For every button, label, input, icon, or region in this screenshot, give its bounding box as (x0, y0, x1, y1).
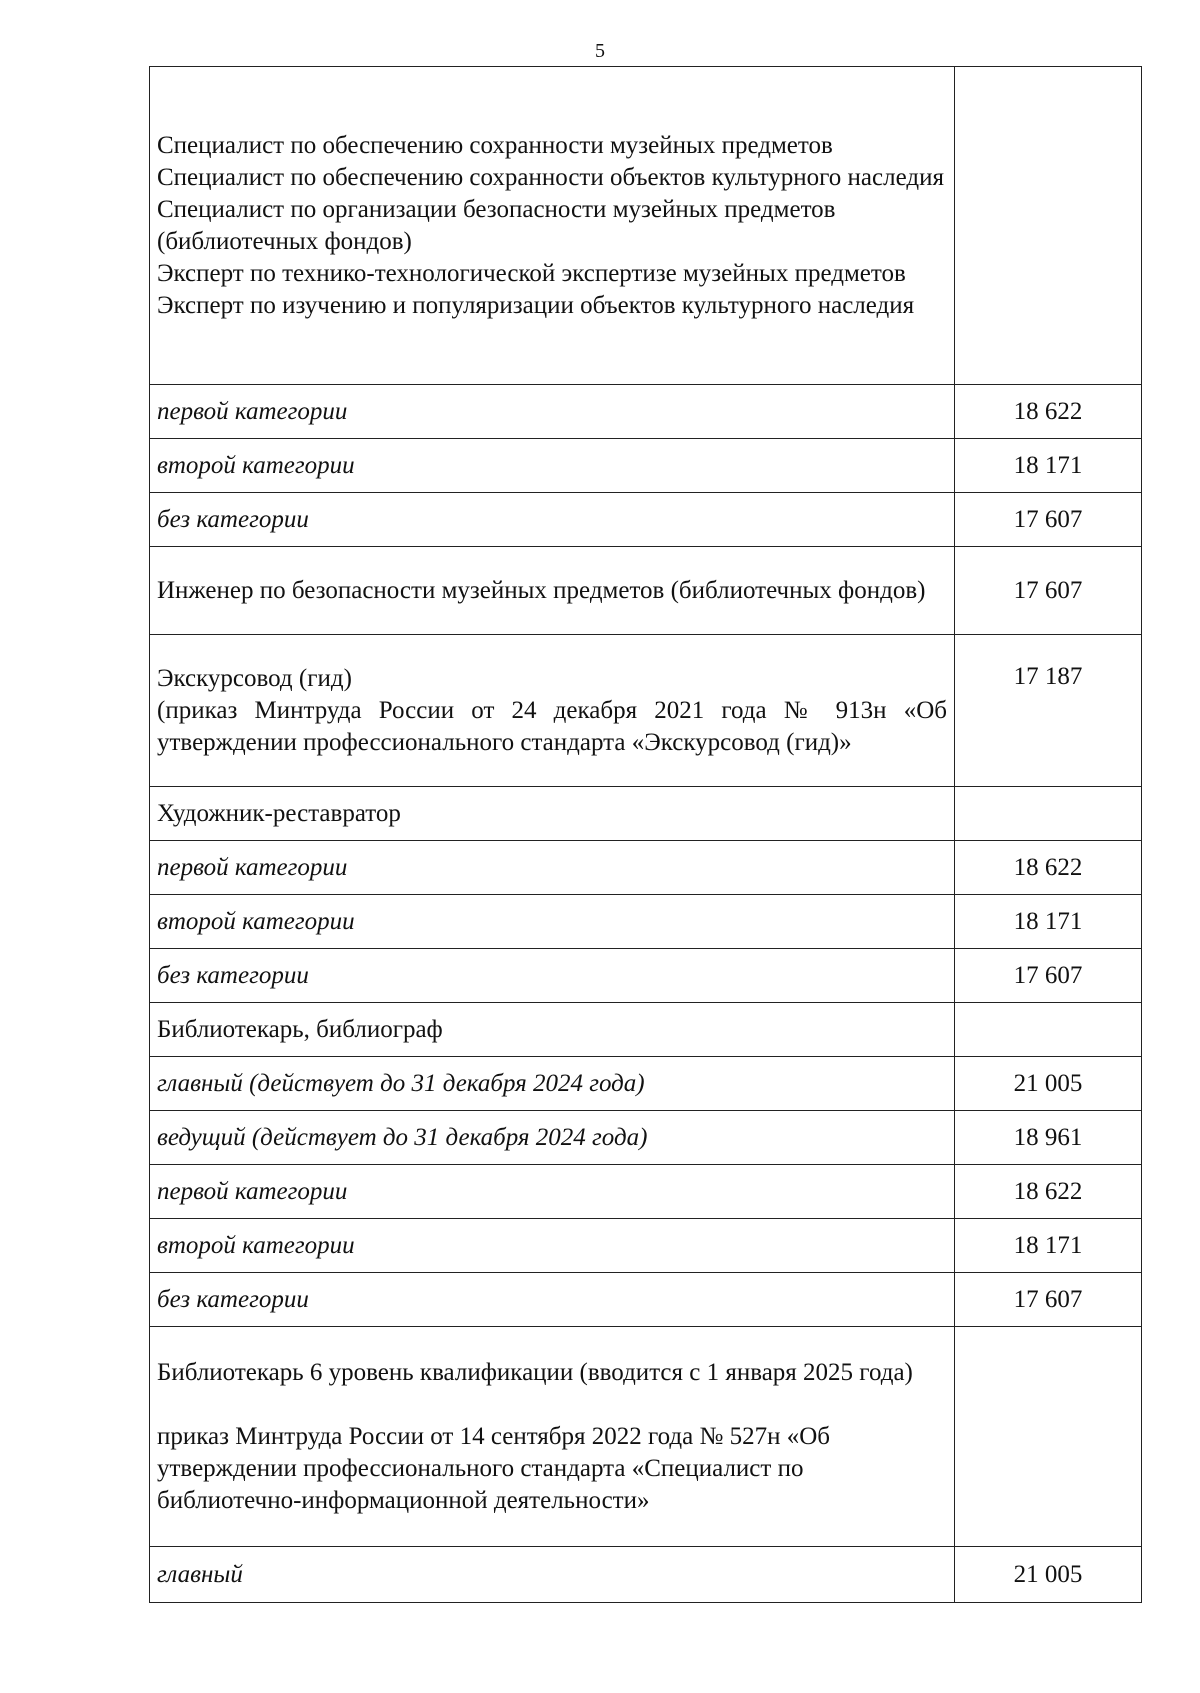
category-name: без категории (150, 1273, 955, 1327)
category-name: первой категории (150, 385, 955, 439)
salary-value: 17 607 (955, 949, 1142, 1003)
table-row (150, 439, 1142, 493)
salary-value: 17 607 (955, 493, 1142, 547)
table-row (150, 1273, 1142, 1327)
position-name: Библиотекарь 6 уровень квалификации (вводится с 1 января 2025 года) (157, 1358, 913, 1386)
table-row (150, 547, 1142, 635)
position-name: Инженер по безопасности музейных предметов (библиотечных фондов) (150, 547, 955, 635)
position-name: Эксперт по технико-технологической экспертизе музейных предметов (157, 259, 906, 287)
position-group-cell (150, 1327, 955, 1547)
table-row (150, 493, 1142, 547)
salary-value: 17 607 (955, 1273, 1142, 1327)
table-row (150, 949, 1142, 1003)
table-row (150, 635, 1142, 787)
page-number: 5 (595, 40, 605, 62)
category-name: второй категории (150, 1219, 955, 1273)
position-name: Специалист по обеспечению сохранности объектов культурного наследия (157, 163, 944, 191)
salary-value: 18 171 (955, 895, 1142, 949)
salary-value: 18 622 (955, 841, 1142, 895)
table-row (150, 1547, 1142, 1603)
category-name: главный (150, 1547, 955, 1603)
category-name: первой категории (150, 1165, 955, 1219)
category-name: второй категории (150, 895, 955, 949)
table-row (150, 1057, 1142, 1111)
position-name: Художник-реставратор (150, 787, 955, 841)
salary-value: 18 622 (955, 385, 1142, 439)
table-row (150, 895, 1142, 949)
position-group-cell (150, 67, 955, 385)
salary-value (955, 67, 1142, 385)
position-name: Специалист по организации безопасности музейных предметов (библиотечных фондов) (157, 195, 836, 255)
category-name: без категории (150, 949, 955, 1003)
table-row (150, 1003, 1142, 1057)
table-row (150, 1327, 1142, 1547)
salary-value: 18 171 (955, 1219, 1142, 1273)
category-name: без категории (150, 493, 955, 547)
category-name: первой категории (150, 841, 955, 895)
table-row (150, 841, 1142, 895)
position-note: (приказ Минтруда России от 24 декабря 2021 года № 913н «Об утверждении профессионального стандарта «Экскурсовод (гид)» (157, 696, 947, 756)
table-row (150, 385, 1142, 439)
salary-table (149, 66, 1142, 1603)
position-group-cell (150, 635, 955, 787)
table-row (150, 1111, 1142, 1165)
salary-value: 21 005 (955, 1547, 1142, 1603)
salary-value (955, 1003, 1142, 1057)
position-note: приказ Минтруда России от 14 сентября 2022 года № 527н «Об утверждении профессионального стандарта «Специалист по библиотечно-информационной деятельности» (157, 1422, 830, 1514)
category-name: главный (действует до 31 декабря 2024 года) (150, 1057, 955, 1111)
salary-value (955, 787, 1142, 841)
category-name: ведущий (действует до 31 декабря 2024 года) (150, 1111, 955, 1165)
salary-value: 18 171 (955, 439, 1142, 493)
salary-value: 18 961 (955, 1111, 1142, 1165)
category-name: второй категории (150, 439, 955, 493)
salary-value: 17 607 (955, 547, 1142, 635)
table-row (150, 1165, 1142, 1219)
salary-value (955, 1327, 1142, 1547)
position-name: Библиотекарь, библиограф (150, 1003, 955, 1057)
table-row (150, 1219, 1142, 1273)
position-name: Экскурсовод (гид) (157, 664, 352, 692)
position-name: Специалист по обеспечению сохранности музейных предметов (157, 131, 833, 159)
salary-value: 17 187 (955, 635, 1142, 787)
salary-value: 21 005 (955, 1057, 1142, 1111)
table-row (150, 67, 1142, 385)
position-name: Эксперт по изучению и популяризации объектов культурного наследия (157, 291, 915, 319)
table-row (150, 787, 1142, 841)
salary-value: 18 622 (955, 1165, 1142, 1219)
